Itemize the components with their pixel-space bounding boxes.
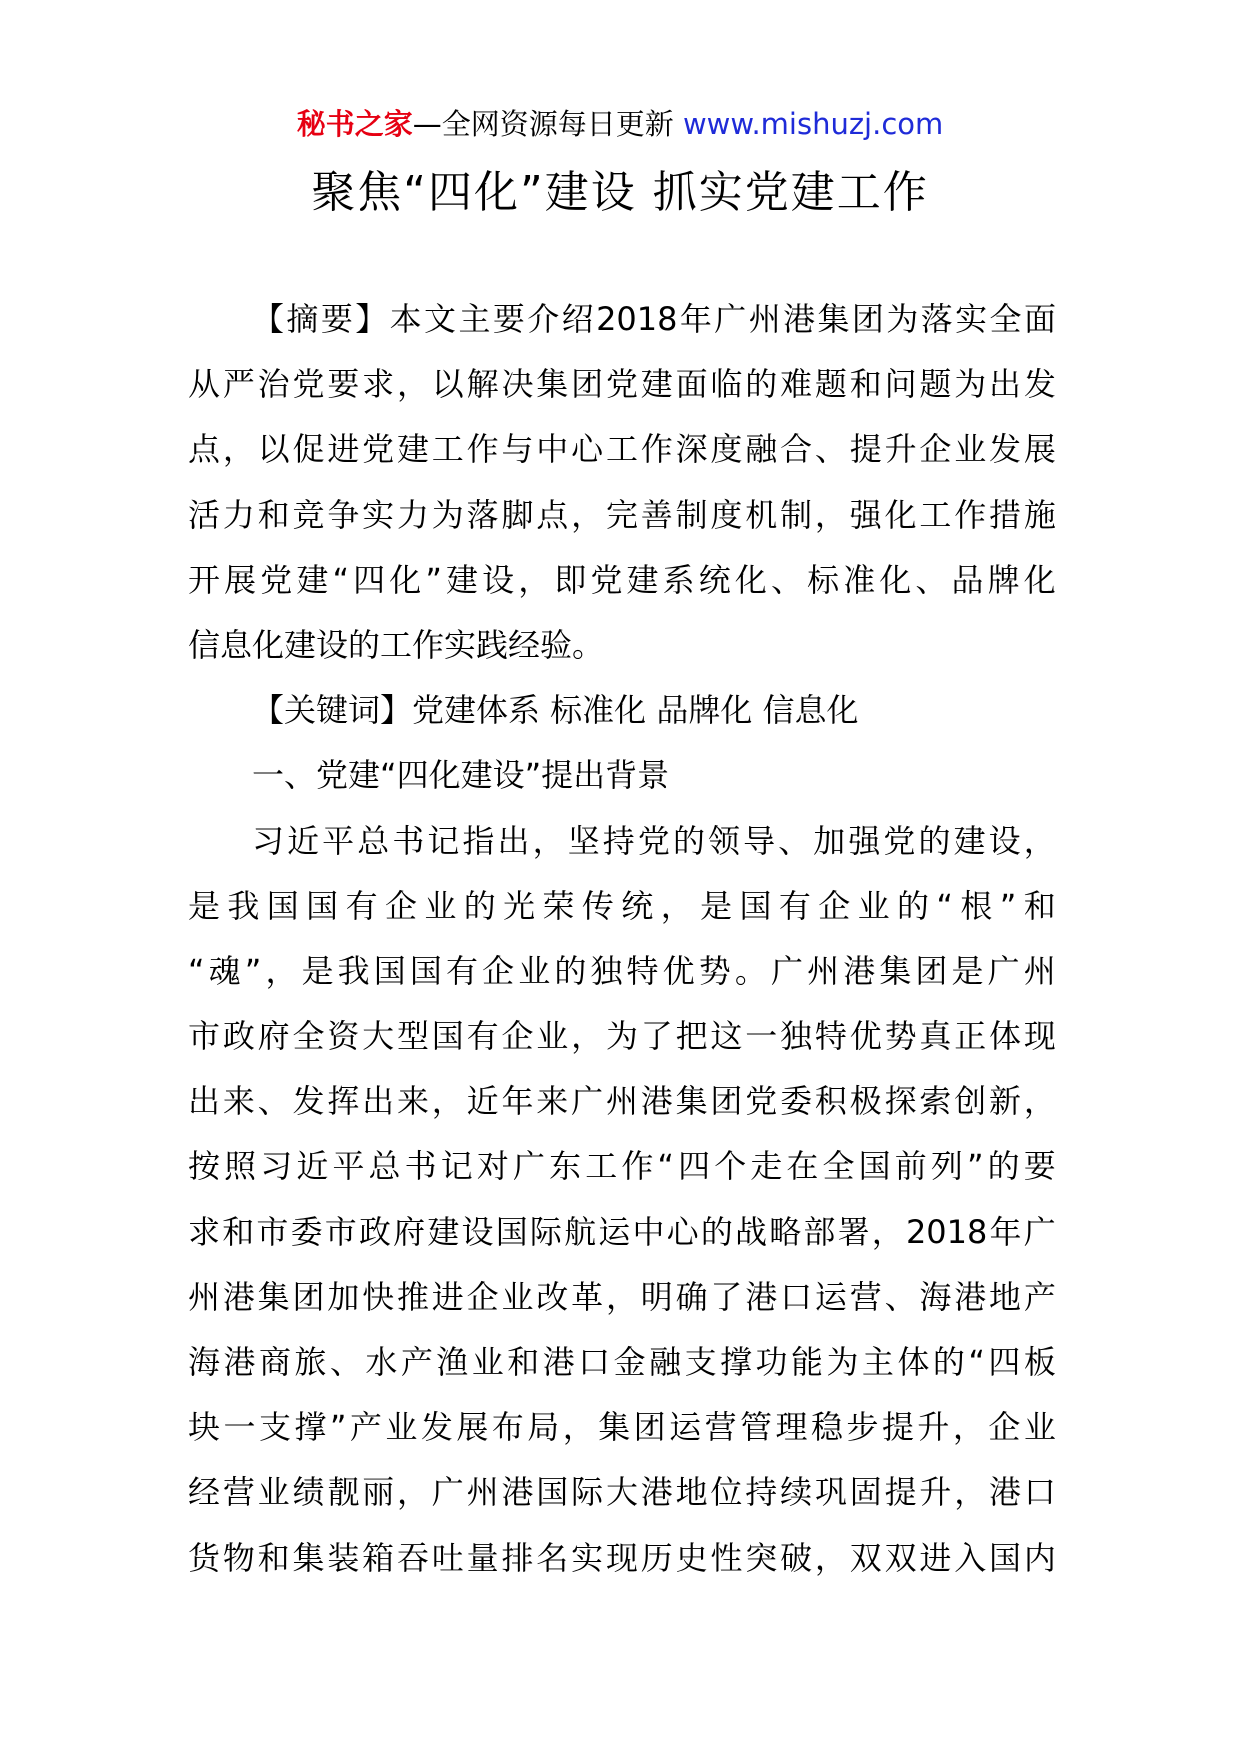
document-title: 聚焦“四化”建设 抓实党建工作 (311, 167, 929, 218)
text-line: 习 近 平 总 书 记 指 出 ， 坚 持 党 的 领 导 、 加 强 党 的 建 设 ， (252, 821, 1056, 860)
text-line: 从 严 治 党 要 求 ， 以 解 决 集 团 党 建 面 临 的 难 题 和 问 题 为 出 发 (188, 365, 1056, 404)
text-line: 是 我 国 国 有 企 业 的 光 荣 传 统 ， 是 国 有 企 业 的 “ 根 ” 和 (188, 886, 1056, 925)
text-line: 【关键词】党建体系 标准化 品牌化 信息化 (252, 691, 859, 730)
site-url-link[interactable]: www.mishuzj.com (682, 107, 944, 141)
site-header (0, 104, 1240, 144)
document-body (188, 287, 1056, 1591)
text-line: 点 ， 以 促 进 党 建 工 作 与 中 心 工 作 深 度 融 合 、 提 升 企 业 发 展 (188, 430, 1056, 469)
text-line: 按 照 习 近 平 总 书 记 对 广 东 工 作 “ 四 个 走 在 全 国 前 列 ” 的 要 (188, 1147, 1056, 1186)
text-line: 市 政 府 全 资 大 型 国 有 企 业 ， 为 了 把 这 一 独 特 优 势 真 正 体 现 (188, 1017, 1056, 1056)
text-line: 出 来 、 发 挥 出 来 ， 近 年 来 广 州 港 集 团 党 委 积 极 探 索 创 新 ， (188, 1082, 1056, 1121)
text-line: 一、党建“四化建设”提出背景 (252, 756, 670, 795)
text-line: “ 魂 ” ， 是 我 国 国 有 企 业 的 独 特 优 势 。 广 州 港 集 团 是 广 州 (188, 951, 1056, 990)
text-line: 块 一 支 撑 ” 产 业 发 展 布 局 ， 集 团 运 营 管 理 稳 步 提 升 ， 企 业 (188, 1408, 1056, 1447)
text-line: 求 和 市 委 市 政 府 建 设 国 际 航 运 中 心 的 战 略 部 署 ， 2018 年 广 (188, 1212, 1056, 1251)
header-tagline: —全网资源每日更新 (412, 107, 683, 141)
text-line: 开 展 党 建 “ 四 化 ” 建 设 ， 即 党 建 系 统 化 、 标 准 化 、 品 牌 化 (188, 560, 1056, 599)
text-line: 经 营 业 绩 靓 丽 ， 广 州 港 国 际 大 港 地 位 持 续 巩 固 提 升 ， 港 口 (188, 1473, 1056, 1512)
text-line: 活 力 和 竞 争 实 力 为 落 脚 点 ， 完 善 制 度 机 制 ， 强 化 工 作 措 施 (188, 495, 1056, 534)
brand-name: 秘书之家 (296, 107, 413, 141)
text-line: 货 物 和 集 装 箱 吞 吐 量 排 名 实 现 历 史 性 突 破 ， 双 双 进 入 国 内 (188, 1538, 1056, 1577)
text-line: 【 摘 要 】 本 文 主 要 介 绍 2018 年 广 州 港 集 团 为 落 实 全 面 (252, 300, 1056, 338)
text-line: 州 港 集 团 加 快 推 进 企 业 改 革 ， 明 确 了 港 口 运 营 、 海 港 地 产 (188, 1277, 1056, 1316)
text-line: 海 港 商 旅 、 水 产 渔 业 和 港 口 金 融 支 撑 功 能 为 主 体 的 “ 四 板 (188, 1343, 1056, 1381)
text-line: 信息化建设的工作实践经验。 (188, 625, 605, 664)
